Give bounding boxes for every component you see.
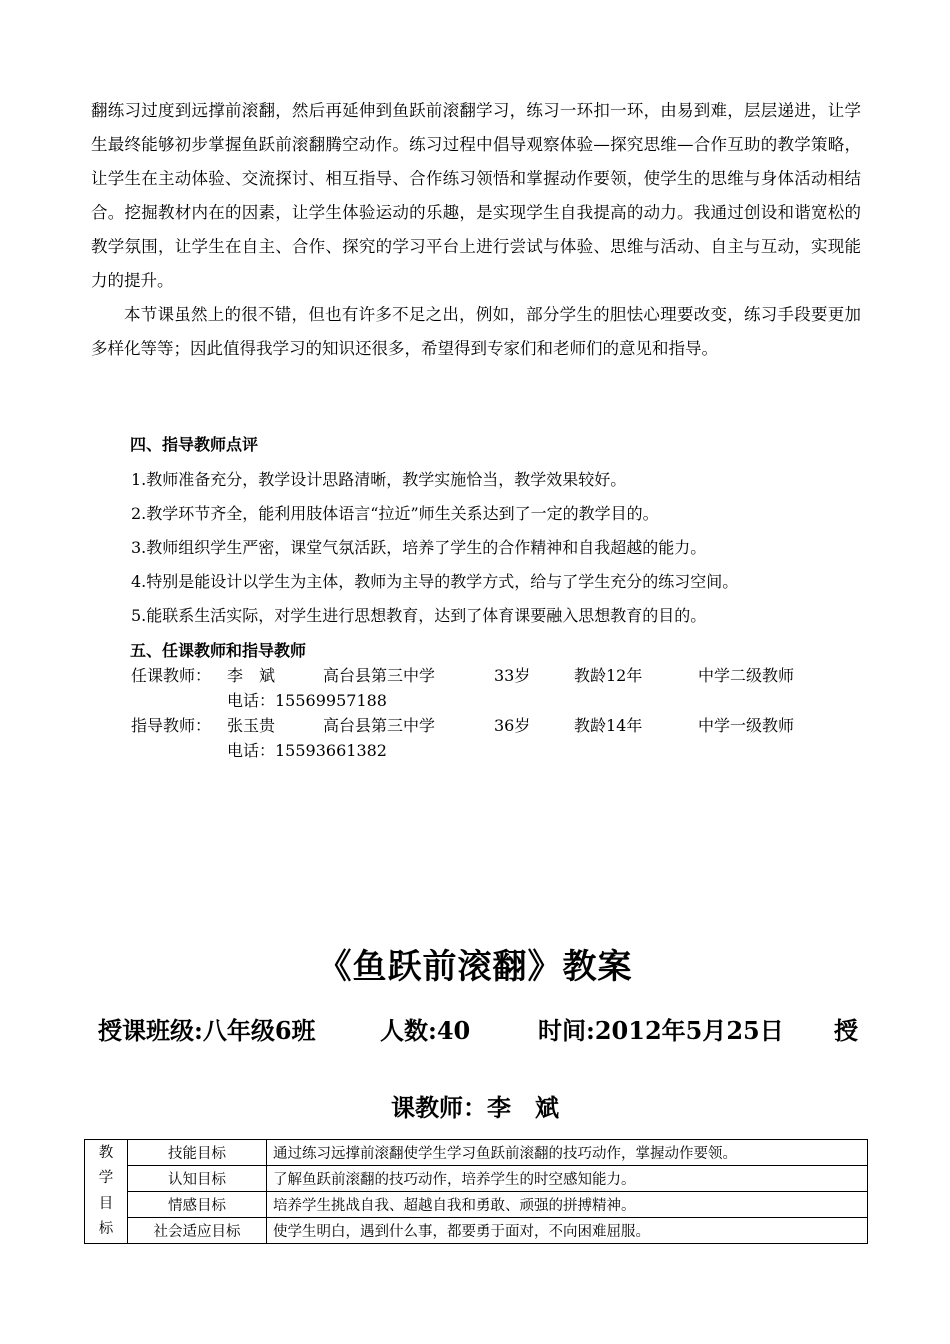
goal-label: 情感目标 — [128, 1192, 267, 1218]
instructor-line: 课教师：李 斌 — [391, 1093, 559, 1122]
review-item: 4.特别是能设计以学生为主体，教师为主导的教学方式，给与了学生充分的练习空间。 — [131, 572, 739, 591]
mentor-row — [131, 713, 851, 737]
table-row — [85, 1192, 868, 1218]
review-item: 2.教学环节齐全，能利用肢体语言“拉近”师生关系达到了一定的教学目的。 — [131, 504, 659, 523]
side-char: 标 — [98, 1221, 114, 1237]
lesson-time: 时间:2012年5月25日 — [538, 1016, 784, 1045]
goal-text: 培养学生挑战自我、超越自我和勇敢、顽强的拼搏精神。 — [267, 1192, 868, 1218]
goals-table — [84, 1139, 868, 1244]
teacher-phone: 电话：15569957188 — [227, 691, 387, 710]
goals-side-label — [85, 1140, 128, 1244]
review-item: 5.能联系生活实际，对学生进行思想教育，达到了体育课要融入思想教育的目的。 — [131, 606, 707, 625]
side-char: 目 — [98, 1195, 114, 1212]
review-item: 1.教师准备充分，教学设计思路清晰，教学实施恰当，教学效果较好。 — [131, 470, 627, 489]
lesson-title: 《鱼跃前滚翻》教案 — [317, 947, 633, 987]
mentor-school: 高台县第三中学 — [323, 716, 436, 735]
mentor-tenure: 教龄14年 — [574, 716, 643, 735]
side-char: 教 — [98, 1144, 114, 1161]
table-row — [85, 1140, 868, 1166]
goal-label: 认知目标 — [128, 1166, 267, 1192]
teacher-role: 任课教师： — [131, 666, 212, 685]
teacher-rank: 中学二级教师 — [698, 666, 795, 685]
mentor-age: 36岁 — [494, 716, 531, 735]
instructor-prefix: 授 — [834, 1016, 858, 1045]
reflection-block — [91, 94, 861, 366]
section-heading-review: 四、指导教师点评 — [130, 435, 259, 454]
teacher-tenure: 教龄12年 — [574, 666, 643, 685]
teacher-row — [131, 663, 851, 687]
teacher-age: 33岁 — [494, 666, 531, 685]
goal-label: 技能目标 — [128, 1140, 267, 1166]
mentor-name: 张玉贵 — [227, 716, 276, 735]
side-char: 学 — [98, 1170, 114, 1186]
mentor-phone: 电话：15593661382 — [227, 741, 387, 760]
goal-label: 社会适应目标 — [128, 1218, 267, 1244]
table-row — [85, 1166, 868, 1192]
reflection-paragraph-2: 本节课虽然上的很不错，但也有许多不足之出，例如，部分学生的胆怯心理要改变，练习手段要更加多样化等等；因此值得我学习的知识还很多，希望得到专家们和老师们的意见和指导。 — [91, 305, 861, 358]
mentor-role: 指导教师： — [131, 716, 212, 735]
class-label: 授课班级:八年级6班 — [98, 1016, 316, 1045]
review-item: 3.教师组织学生严密，课堂气氛活跃，培养了学生的合作精神和自我超越的能力。 — [131, 538, 707, 557]
teacher-name: 李 斌 — [227, 666, 276, 685]
reflection-paragraph-1: 翻练习过度到远撑前滚翻，然后再延伸到鱼跃前滚翻学习，练习一环扣一环，由易到难，层层递进，让学生最终能够初步掌握鱼跃前滚翻腾空动作。练习过程中倡导观察体验—探究思维—合作互助的教学策略，让学生在主动体验、交流探讨、相互指导、合作练习领悟和掌握动作要领，使学生的思维与身体活动相结合。挖掘教材内在的因素，让学生体验运动的乐趣，是实现学生自我提高的动力。我通过创设和谐宽松的教学氛围，让学生在自主、合作、探究的学习平台上进行尝试与体验、思维与活动、自主与互动，实现能力的提升。 — [91, 101, 861, 290]
table-row — [85, 1218, 868, 1244]
goal-text: 使学生明白，遇到什么事，都要勇于面对，不向困难屈服。 — [267, 1218, 868, 1244]
mentor-rank: 中学一级教师 — [698, 716, 795, 735]
goal-text: 通过练习远撑前滚翻使学生学习鱼跃前滚翻的技巧动作，掌握动作要领。 — [267, 1140, 868, 1166]
section-heading-teachers: 五、任课教师和指导教师 — [130, 641, 307, 660]
student-count: 人数:40 — [380, 1016, 471, 1045]
goal-text: 了解鱼跃前滚翻的技巧动作，培养学生的时空感知能力。 — [267, 1166, 868, 1192]
teacher-school: 高台县第三中学 — [323, 666, 436, 685]
